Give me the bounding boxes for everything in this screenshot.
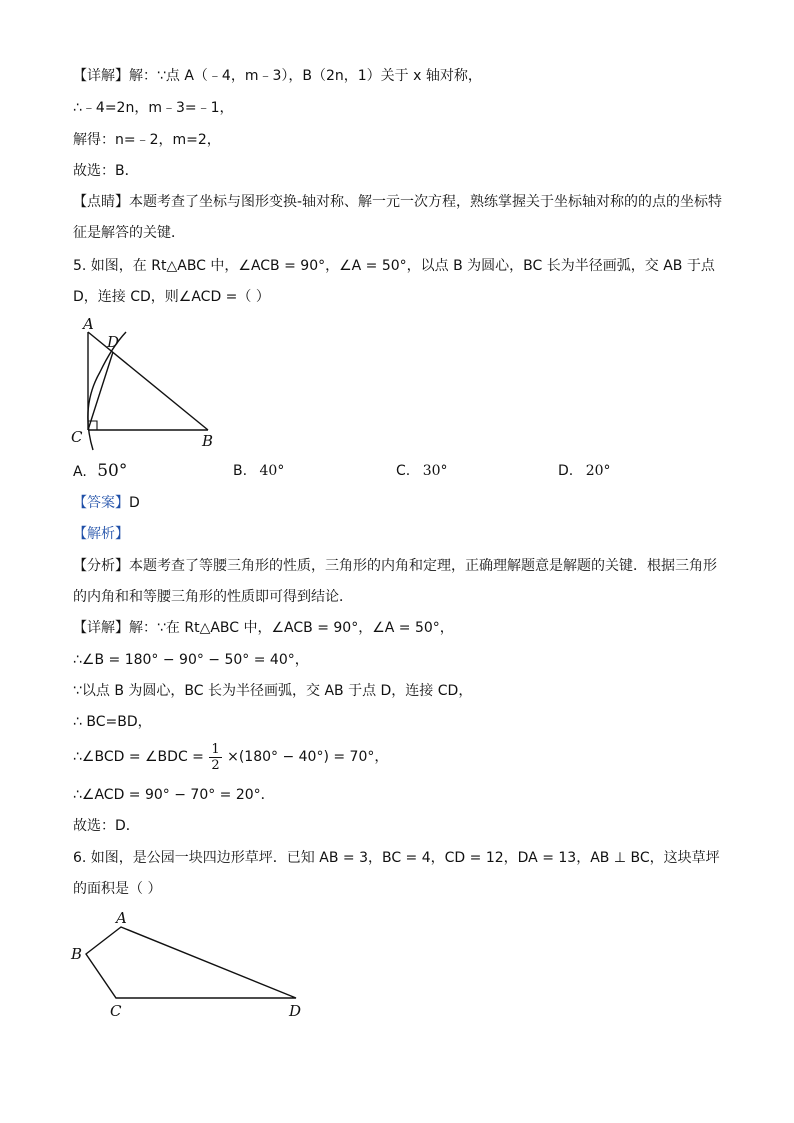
prev-comment-line-2: 征是解答的关键． <box>73 225 185 241</box>
q6-stem-line-2: 的面积是（ ） <box>73 881 162 897</box>
q6-label-d: D <box>289 1002 302 1020</box>
q5-option-b <box>233 461 284 481</box>
q5-label-c: C <box>71 428 83 446</box>
prev-step-2: 解得：n=﹣2，m=2， <box>73 132 221 148</box>
prev-step-1: ∴﹣4=2n，m﹣3=﹣1， <box>73 100 234 116</box>
q5-label-a: A <box>83 315 94 333</box>
q5-option-a <box>73 461 127 482</box>
q5-option-c <box>396 461 448 481</box>
q6-quadrilateral <box>86 927 296 998</box>
q5-option-c-value: 30° <box>422 463 448 479</box>
q5-detail-line-4: ∴ BC=BD， <box>73 714 152 730</box>
q6-quadrilateral-figure <box>66 906 326 1026</box>
q5-detail-line-2: ∴∠B = 180° − 90° − 50° = 40°， <box>73 652 309 668</box>
q5-option-c-label: C. <box>396 463 411 479</box>
q5-side-ab <box>88 332 208 430</box>
q5-fraction-denominator: 2 <box>211 757 220 773</box>
q5-detail-line-6: ∴∠ACD = 90° − 70° = 20°． <box>73 787 275 803</box>
q6-label-c: C <box>110 1002 122 1020</box>
q5-choice: 故选：D． <box>73 818 140 834</box>
q5-detail-line-3: ∵以点 B 为圆心，BC 长为半径画弧，交 AB 于点 D，连接 CD， <box>73 683 473 699</box>
q6-label-b: B <box>71 945 83 963</box>
prev-detail: 【详解】解：∵点 A（﹣4，m﹣3），B（2n，1）关于 x 轴对称， <box>73 68 482 84</box>
prev-comment-line-1: 【点睛】本题考查了坐标与图形变换-轴对称、解一元一次方程，熟练掌握关于坐标轴对称的的点的坐标特 <box>73 194 723 210</box>
q5-stem-line-2: D，连接 CD，则∠ACD =（ ） <box>73 289 270 305</box>
q5-fraction-numerator: 1 <box>211 741 220 757</box>
q5-answer <box>73 493 140 513</box>
q5-option-a-label: A. <box>73 464 87 480</box>
q6-label-a: A <box>116 909 127 927</box>
q5-detail-line-1: 【详解】解：∵在 Rt△ABC 中，∠ACB = 90°，∠A = 50°， <box>73 620 454 636</box>
q5-detail-line-5 <box>73 738 388 776</box>
q5-option-b-value: 40° <box>259 463 285 479</box>
q5-option-d-value: 20° <box>585 463 611 479</box>
prev-choice: 故选：B． <box>73 163 139 179</box>
q5-answer-tag: 【答案】 <box>73 495 129 511</box>
q5-detail-5-post: ×(180° − 40°) = 70°， <box>227 749 389 765</box>
q5-analysis-line-1: 【分析】本题考查了等腰三角形的性质，三角形的内角和定理，正确理解题意是解题的关键．根据三角形 <box>73 558 717 574</box>
q5-option-d <box>558 461 611 481</box>
q6-stem-line-1: 6. 如图，是公园一块四边形草坪．已知 AB = 3，BC = 4，CD = 12，DA = 13，AB ⊥ BC，这块草坪 <box>73 850 720 866</box>
q5-fraction <box>209 742 221 773</box>
q5-stem-line-1: 5. 如图，在 Rt△ABC 中，∠ACB = 90°，∠A = 50°，以点 B 为圆心，BC 长为半径画弧，交 AB 于点 <box>73 258 715 274</box>
q5-detail-5-pre: ∴∠BCD = ∠BDC = <box>73 749 204 765</box>
q5-triangle-figure <box>68 312 218 452</box>
q5-label-d: D <box>107 333 120 351</box>
q5-option-d-label: D. <box>558 463 574 479</box>
q5-option-b-label: B. <box>233 463 248 479</box>
q5-label-b: B <box>202 432 214 450</box>
q5-analysis-tag: 【解析】 <box>73 526 129 542</box>
q5-option-a-value: 50° <box>97 461 128 481</box>
q5-answer-value: D <box>129 495 140 511</box>
q5-analysis-line-2: 的内角和和等腰三角形的性质即可得到结论． <box>73 589 353 605</box>
